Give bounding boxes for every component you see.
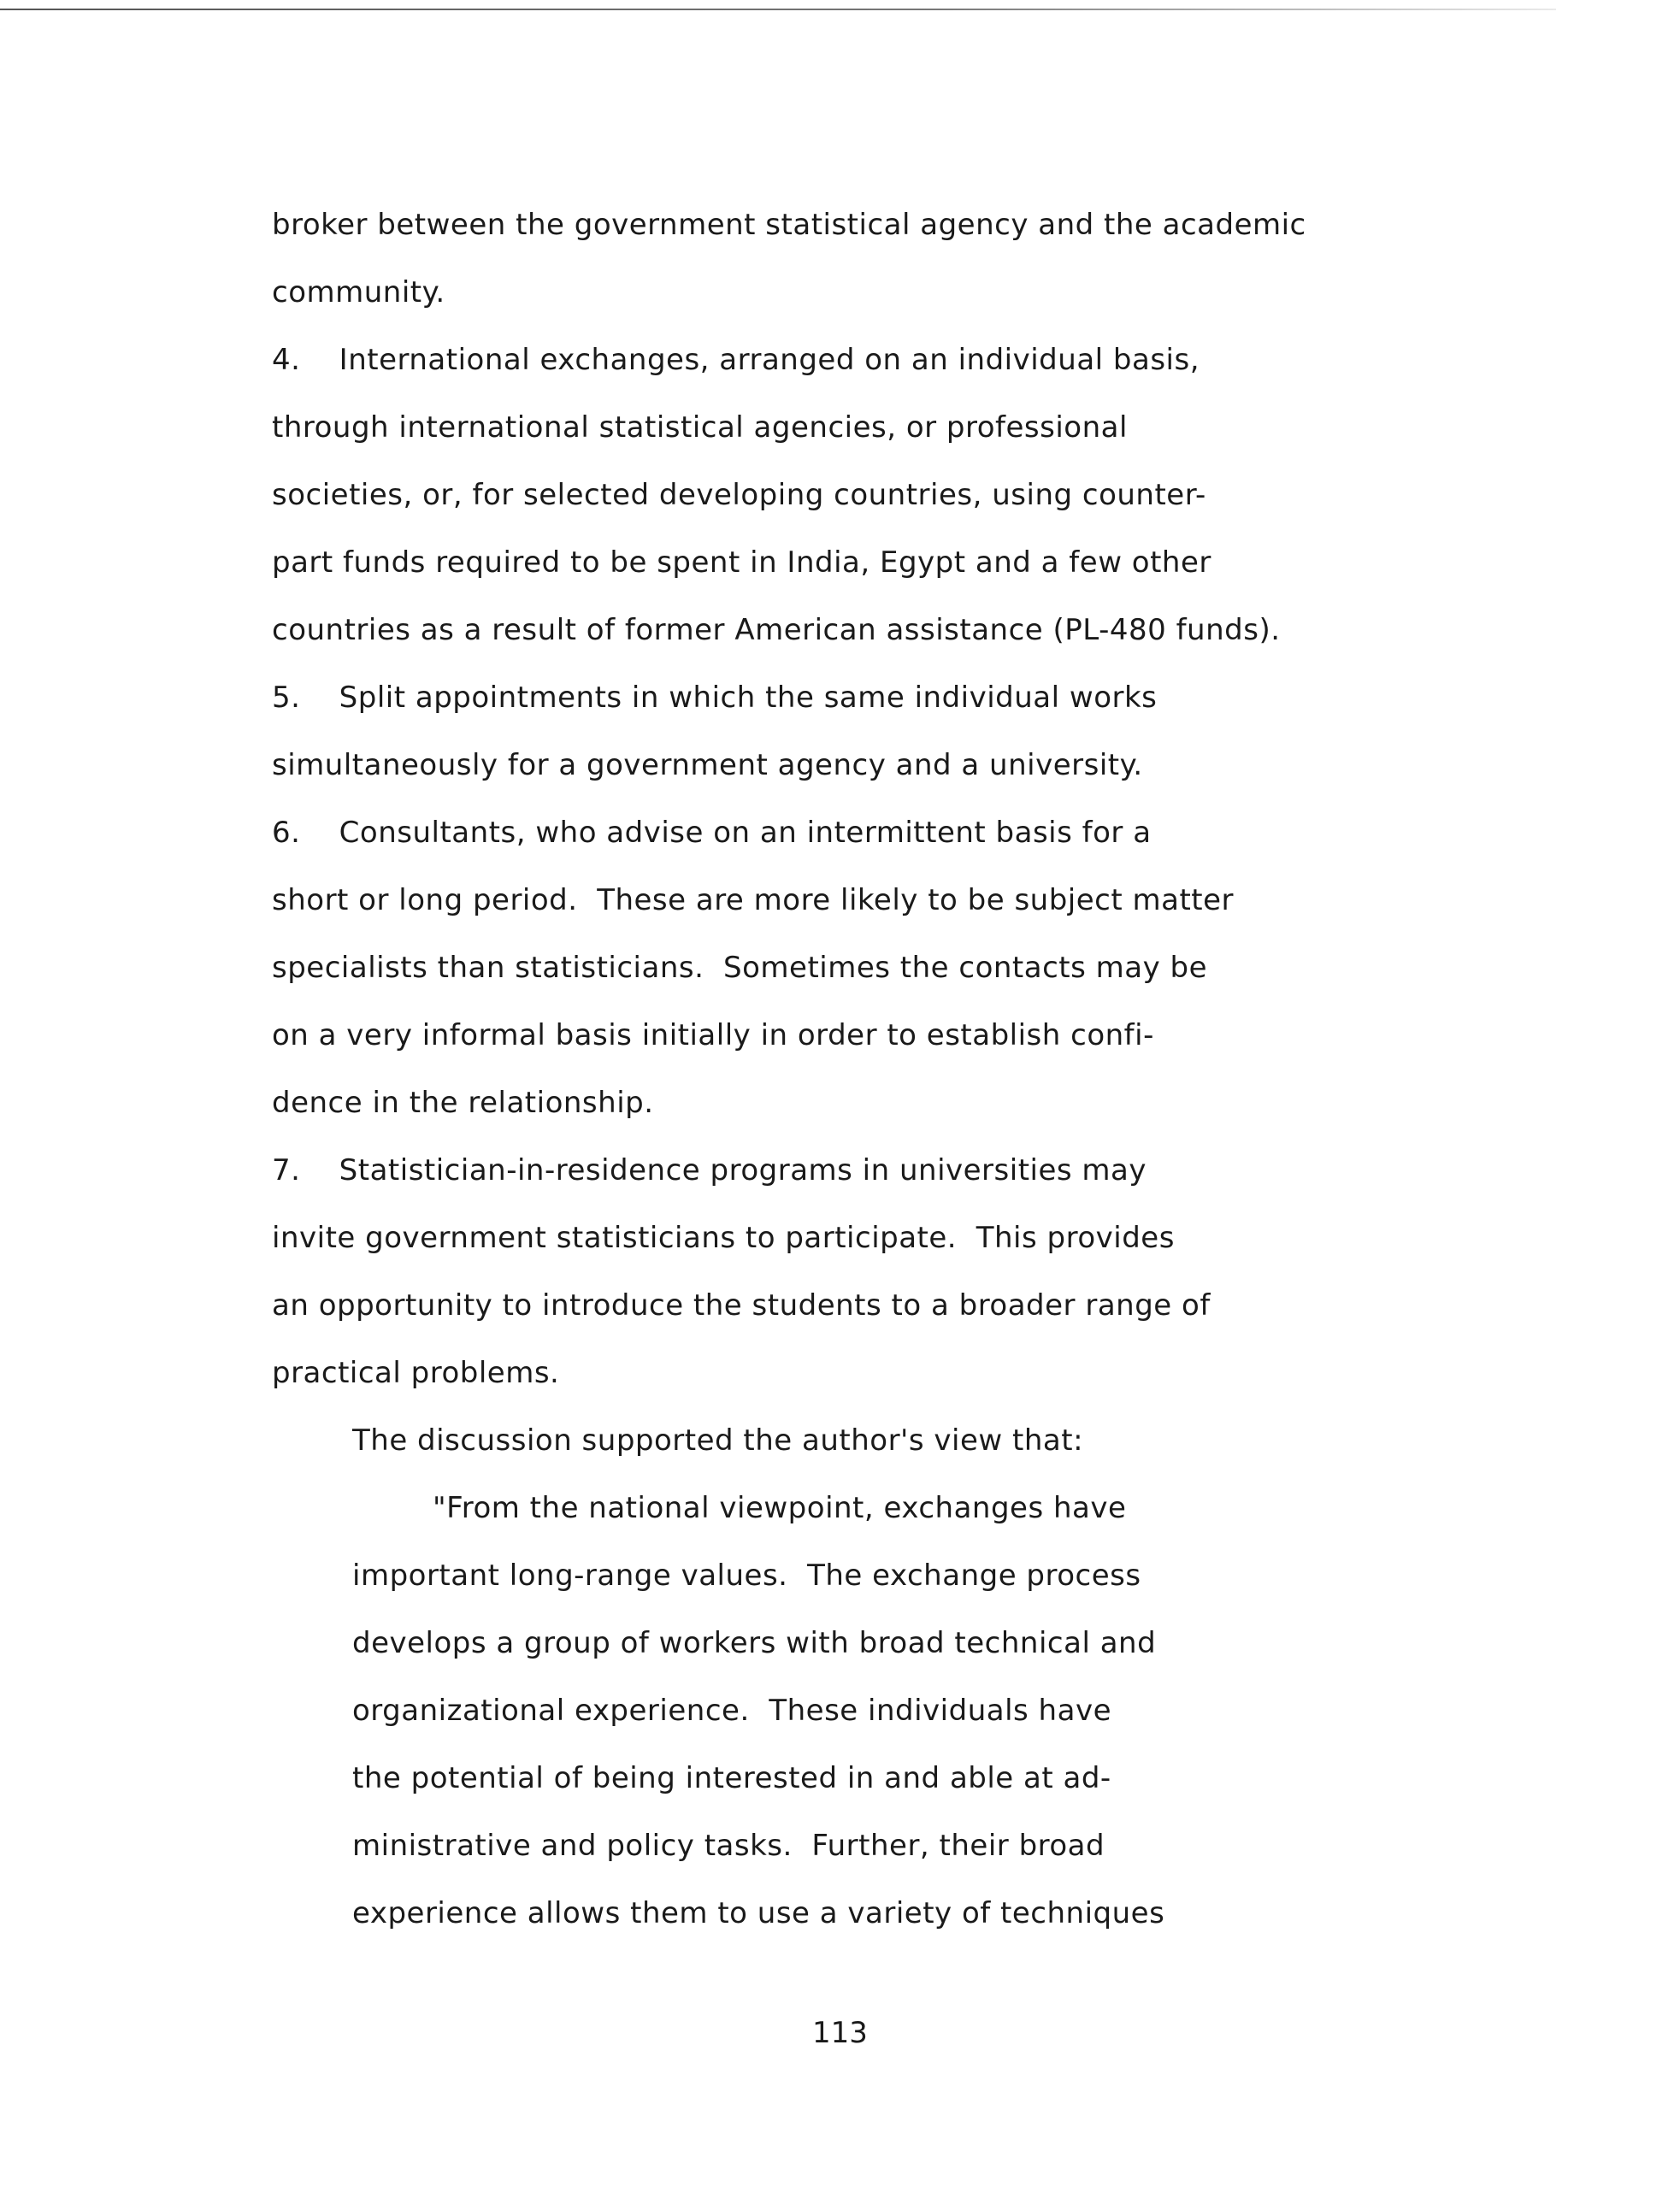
list-item-6: 6. Consultants, who advise on an intermittent basis for a: [272, 816, 1152, 850]
block-quote-line: "From the national viewpoint, exchanges have: [433, 1491, 1127, 1525]
text-line: practical problems.: [272, 1356, 560, 1390]
text-line: specialists than statisticians. Sometimes the contacts may be: [272, 951, 1208, 985]
block-quote-line: ministrative and policy tasks. Further, their broad: [352, 1829, 1105, 1863]
block-quote-line: experience allows them to use a variety of techniques: [352, 1896, 1165, 1930]
block-quote-line: develops a group of workers with broad technical and: [352, 1626, 1157, 1660]
text-line: simultaneously for a government agency and a university.: [272, 748, 1143, 782]
paragraph-intro: The discussion supported the author's view that:: [352, 1423, 1084, 1458]
text-line: invite government statisticians to participate. This provides: [272, 1221, 1175, 1255]
list-item-4: 4. International exchanges, arranged on an individual basis,: [272, 343, 1200, 377]
text-line: an opportunity to introduce the students to a broader range of: [272, 1288, 1211, 1323]
block-quote-line: important long-range values. The exchange process: [352, 1559, 1141, 1593]
text-line: dence in the relationship.: [272, 1086, 654, 1120]
text-line: societies, or, for selected developing countries, using counter-: [272, 478, 1206, 512]
text-line: on a very informal basis initially in order to establish confi-: [272, 1018, 1154, 1052]
page-number: 113: [812, 2016, 868, 2050]
list-item-5: 5. Split appointments in which the same individual works: [272, 681, 1158, 715]
block-quote-line: the potential of being interested in and able at ad-: [352, 1761, 1111, 1795]
block-quote-line: organizational experience. These individuals have: [352, 1694, 1111, 1728]
text-line: through international statistical agencies, or professional: [272, 410, 1128, 445]
text-line: community.: [272, 275, 445, 309]
list-item-7: 7. Statistician-in-residence programs in universities may: [272, 1153, 1147, 1187]
text-line: short or long period. These are more likely to be subject matter: [272, 883, 1234, 917]
text-line: part funds required to be spent in India, Egypt and a few other: [272, 545, 1211, 580]
top-rule: [0, 9, 1556, 10]
text-line: broker between the government statistical agency and the academic: [272, 208, 1306, 242]
text-line: countries as a result of former American assistance (PL-480 funds).: [272, 613, 1281, 647]
